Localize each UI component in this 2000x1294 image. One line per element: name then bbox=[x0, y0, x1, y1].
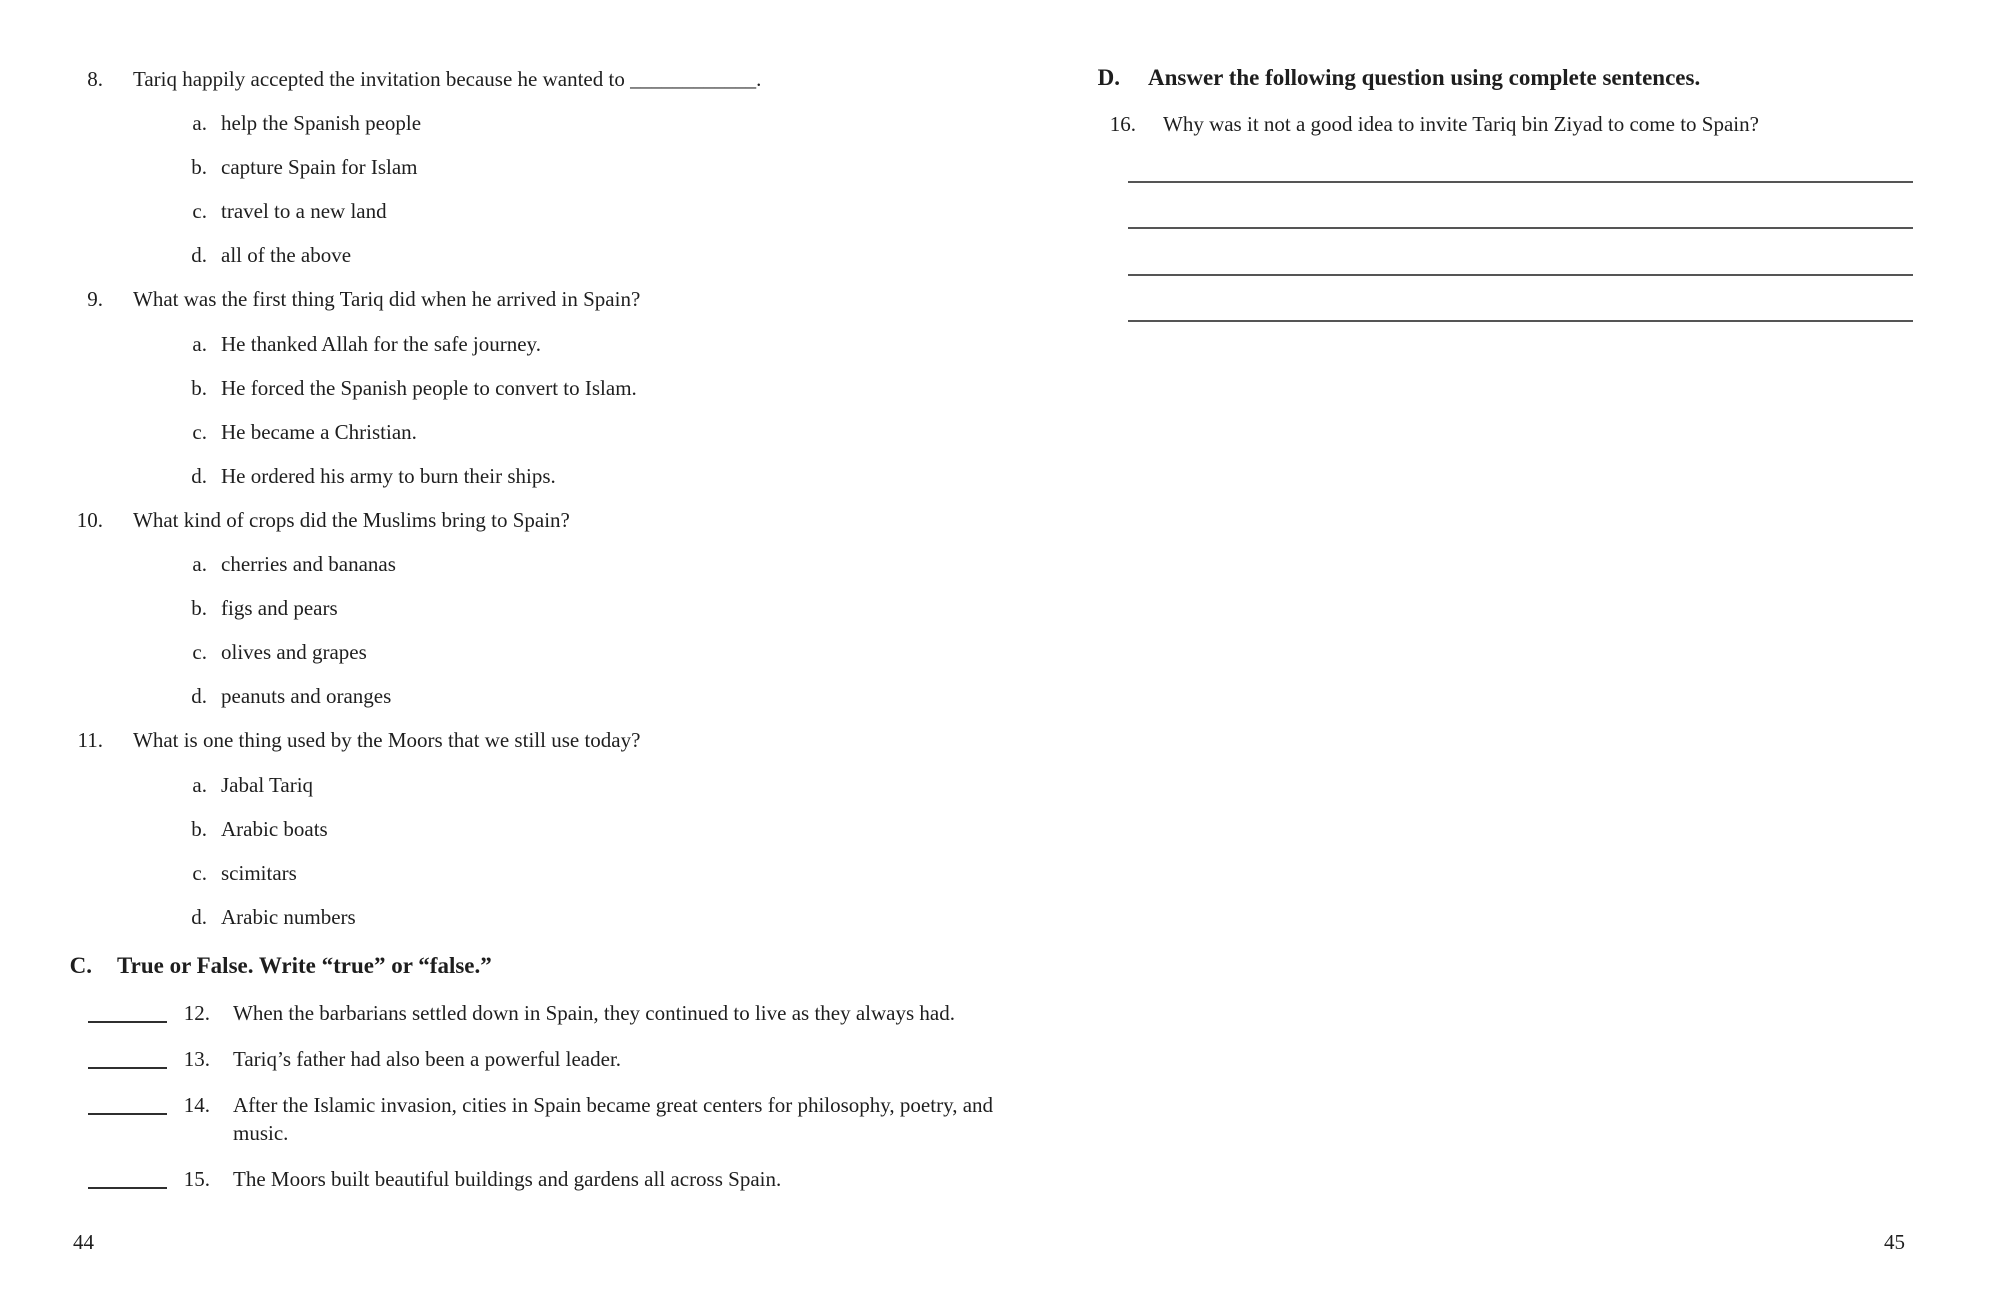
option-text: He forced the Spanish people to convert to Islam. bbox=[221, 375, 637, 400]
question-row bbox=[0, 506, 1000, 550]
option-row bbox=[0, 374, 1000, 418]
true-false-number: 12. bbox=[183, 1000, 210, 1025]
true-false-text: The Moors built beautiful buildings and gardens all across Spain. bbox=[233, 1166, 782, 1191]
option-text: He thanked Allah for the safe journey. bbox=[221, 331, 541, 356]
option-text: cherries and bananas bbox=[221, 552, 396, 577]
option-row bbox=[0, 638, 1000, 682]
true-false-row bbox=[0, 1091, 1000, 1147]
option-text: Jabal Tariq bbox=[221, 772, 314, 797]
page-right bbox=[1000, 0, 2000, 1294]
option-text: peanuts and oranges bbox=[221, 684, 392, 709]
option-letter: c. bbox=[192, 419, 207, 444]
section-d-label: D. bbox=[1097, 65, 1120, 90]
option-text: help the Spanish people bbox=[221, 111, 422, 136]
question-text: What kind of crops did the Muslims bring to Spain? bbox=[133, 507, 570, 532]
true-false-row bbox=[0, 999, 1000, 1027]
page-number: 44 bbox=[73, 1230, 94, 1254]
true-false-blank bbox=[88, 1091, 167, 1115]
option-letter: d. bbox=[191, 684, 207, 709]
option-letter: b. bbox=[191, 596, 207, 621]
question-number: 10. bbox=[76, 507, 103, 532]
true-false-blank bbox=[88, 1045, 167, 1069]
section-d-heading bbox=[1000, 63, 1700, 93]
option-letter: d. bbox=[191, 463, 207, 488]
option-letter: d. bbox=[191, 904, 207, 929]
option-letter: c. bbox=[192, 860, 207, 885]
true-false-row bbox=[0, 1165, 1000, 1193]
option-letter: c. bbox=[192, 199, 207, 224]
option-row bbox=[0, 594, 1000, 638]
option-row bbox=[0, 771, 1000, 815]
true-false-number: 14. bbox=[183, 1092, 210, 1117]
option-row bbox=[0, 903, 1000, 947]
question-text: Tariq happily accepted the invitation because he wanted to ____________. bbox=[133, 67, 762, 91]
question-number: 9. bbox=[87, 287, 103, 312]
option-text: travel to a new land bbox=[221, 199, 387, 224]
answer-line bbox=[1128, 227, 1913, 229]
option-row bbox=[0, 109, 1000, 153]
page-number: 45 bbox=[1884, 1230, 1905, 1254]
true-false-blank bbox=[88, 999, 167, 1023]
true-false-text: Tariq’s father had also been a powerful leader. bbox=[233, 1046, 622, 1071]
true-false-number: 15. bbox=[183, 1166, 210, 1191]
section-c-heading bbox=[0, 951, 1000, 981]
question-row bbox=[1000, 110, 1759, 138]
section-c-title: True or False. Write “true” or “false.” bbox=[117, 952, 492, 978]
option-text: olives and grapes bbox=[221, 640, 367, 665]
question-number: 8. bbox=[87, 67, 103, 91]
answer-line bbox=[1128, 181, 1913, 183]
option-row bbox=[0, 418, 1000, 462]
option-letter: a. bbox=[192, 331, 207, 356]
option-letter: c. bbox=[192, 640, 207, 665]
option-letter: b. bbox=[191, 155, 207, 180]
option-text: all of the above bbox=[221, 243, 352, 268]
section-d-title: Answer the following question using complete sentences. bbox=[1148, 65, 1701, 90]
option-letter: a. bbox=[192, 772, 207, 797]
true-false-number: 13. bbox=[183, 1046, 210, 1071]
option-letter: d. bbox=[191, 243, 207, 268]
question-row bbox=[0, 65, 1000, 109]
question-text: What is one thing used by the Moors that we still use today? bbox=[133, 728, 641, 753]
question-row bbox=[0, 726, 1000, 770]
option-row bbox=[0, 815, 1000, 859]
question-number: 11. bbox=[77, 728, 103, 753]
section-c-label: C. bbox=[69, 952, 92, 978]
option-letter: b. bbox=[191, 816, 207, 841]
option-letter: a. bbox=[192, 552, 207, 577]
option-text: figs and pears bbox=[221, 596, 338, 621]
option-text: He became a Christian. bbox=[221, 419, 417, 444]
option-row bbox=[0, 197, 1000, 241]
option-letter: b. bbox=[191, 375, 207, 400]
option-row bbox=[0, 682, 1000, 726]
question-text: Why was it not a good idea to invite Tariq bin Ziyad to come to Spain? bbox=[1163, 112, 1759, 136]
option-text: scimitars bbox=[221, 860, 297, 885]
option-row bbox=[0, 462, 1000, 506]
option-text: capture Spain for Islam bbox=[221, 155, 418, 180]
answer-line bbox=[1128, 274, 1913, 276]
option-row bbox=[0, 153, 1000, 197]
option-row bbox=[0, 859, 1000, 903]
option-row bbox=[0, 241, 1000, 285]
question-number: 16. bbox=[1109, 112, 1136, 136]
true-false-row bbox=[0, 1045, 1000, 1073]
answer-line bbox=[1128, 320, 1913, 322]
question-text: What was the first thing Tariq did when he arrived in Spain? bbox=[133, 287, 641, 312]
true-false-text: After the Islamic invasion, cities in Spain became great centers for philosophy, poetry, and music. bbox=[233, 1092, 994, 1145]
option-row bbox=[0, 330, 1000, 374]
option-text: Arabic numbers bbox=[221, 904, 356, 929]
option-letter: a. bbox=[192, 111, 207, 136]
true-false-text: When the barbarians settled down in Spain, they continued to live as they always had. bbox=[233, 1000, 955, 1025]
option-text: Arabic boats bbox=[221, 816, 328, 841]
option-row bbox=[0, 550, 1000, 594]
option-text: He ordered his army to burn their ships. bbox=[221, 463, 556, 488]
question-row bbox=[0, 285, 1000, 329]
true-false-blank bbox=[88, 1165, 167, 1189]
